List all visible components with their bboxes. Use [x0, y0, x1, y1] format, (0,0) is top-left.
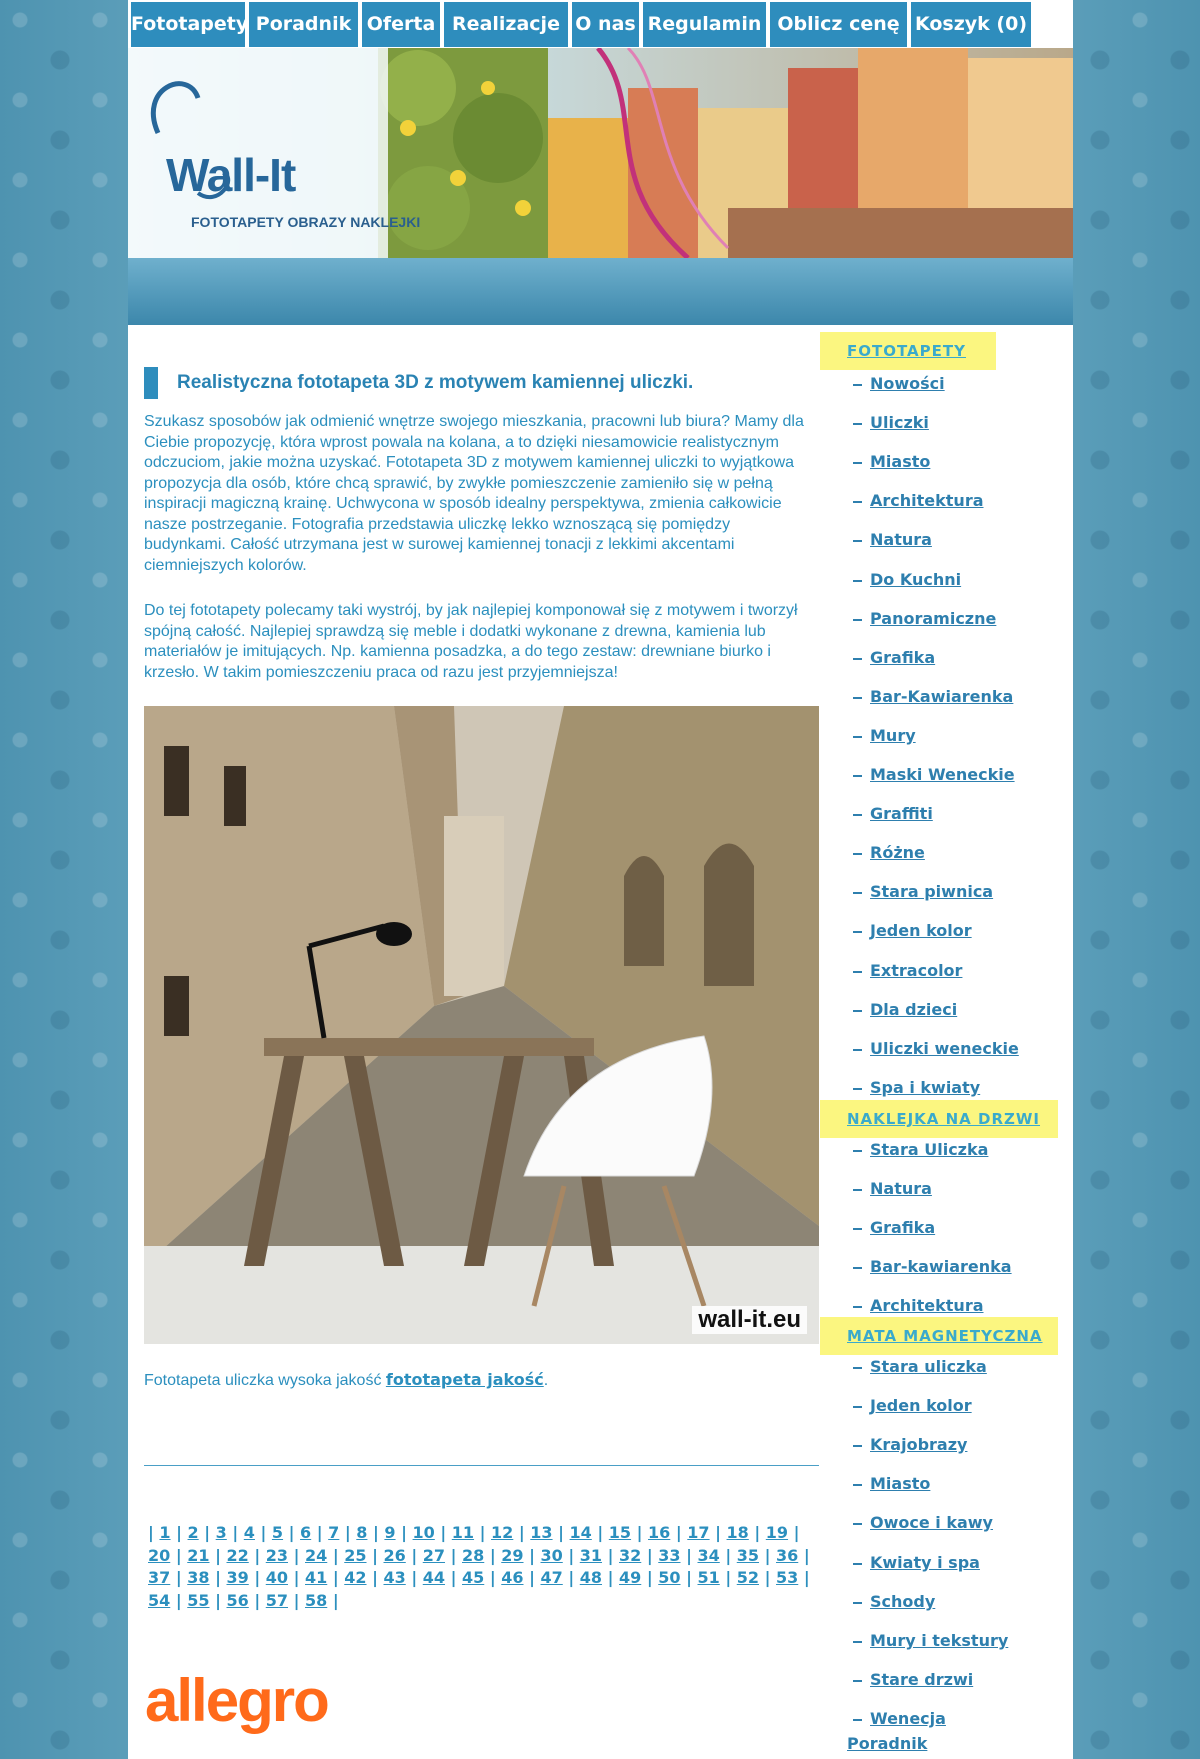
dash-bullet-icon	[853, 1228, 862, 1230]
banner-tagline	[128, 306, 1073, 325]
page-link[interactable]: 46	[501, 1568, 524, 1587]
dash-bullet-icon	[853, 814, 862, 816]
top-navigation	[128, 0, 1073, 48]
sidebar-item-label: Extracolor	[870, 961, 963, 980]
page-link[interactable]: 21	[187, 1545, 210, 1565]
dash-bullet-icon	[853, 1719, 862, 1721]
site-logo[interactable]: Wall-It	[166, 149, 296, 201]
sidebar-item-label: Schody	[870, 1592, 936, 1611]
dash-bullet-icon	[853, 462, 862, 464]
sidebar-item-label: Stara Uliczka	[870, 1140, 989, 1159]
tab-regulamin[interactable]: Regulamin	[643, 2, 766, 47]
sidebar-item-label: Stara piwnica	[870, 882, 994, 901]
sidebar-item[interactable]	[853, 1591, 935, 1613]
sidebar-item-label: Uliczki	[870, 413, 929, 432]
page-link[interactable]: 45	[462, 1568, 485, 1587]
page-link[interactable]: 40	[265, 1568, 289, 1587]
sidebar-section-fototapety[interactable]: FOTOTAPETY	[820, 332, 996, 370]
sidebar-item[interactable]	[853, 1512, 993, 1534]
dash-bullet-icon	[853, 580, 862, 582]
page-link[interactable]: 2	[187, 1523, 199, 1542]
sidebar-item[interactable]	[853, 1630, 1008, 1652]
dash-bullet-icon	[853, 1267, 862, 1269]
sidebar-item-label: Jeden kolor	[870, 921, 972, 940]
header-banner	[128, 48, 1073, 325]
sidebar-item[interactable]	[853, 842, 925, 864]
page-link[interactable]: 4	[243, 1523, 255, 1542]
page-link[interactable]: 51	[697, 1568, 720, 1587]
street-desk-photo	[144, 706, 819, 1344]
page-link[interactable]: 48	[579, 1568, 603, 1587]
dash-bullet-icon	[853, 1049, 862, 1051]
page-link[interactable]: 38	[187, 1568, 210, 1587]
tab-poradnik[interactable]: Poradnik	[249, 2, 358, 47]
page-container	[128, 0, 1073, 1759]
dash-bullet-icon	[853, 1406, 862, 1408]
page-link[interactable]: 30	[540, 1545, 563, 1565]
page-link[interactable]: 53	[776, 1568, 799, 1587]
page-link[interactable]: 49	[619, 1568, 642, 1587]
page-link[interactable]: 18	[726, 1523, 749, 1542]
page-link[interactable]: 47	[540, 1568, 563, 1587]
sidebar-item-label: Miasto	[870, 452, 931, 471]
tab-koszyk[interactable]: Koszyk (0)	[911, 2, 1031, 47]
page-link[interactable]: 19	[765, 1523, 789, 1542]
page-link[interactable]: 56	[226, 1590, 249, 1610]
sidebar-item-label: Kwiaty i spa	[870, 1553, 980, 1572]
page-link[interactable]: 34	[697, 1545, 720, 1565]
sidebar-item[interactable]	[853, 999, 957, 1021]
sidebar-item[interactable]	[853, 647, 935, 669]
dash-bullet-icon	[853, 1523, 862, 1525]
caption-text: Fototapeta uliczka wysoka jakość	[144, 1372, 386, 1389]
dash-bullet-icon	[853, 423, 862, 425]
sidebar-item[interactable]	[853, 1038, 1019, 1060]
dash-bullet-icon	[853, 1088, 862, 1090]
page-link[interactable]: 15	[608, 1523, 632, 1542]
tab-o-nas[interactable]: O nas	[572, 2, 639, 47]
page-link[interactable]: 1	[159, 1523, 171, 1542]
sidebar-item[interactable]	[853, 764, 1015, 786]
sidebar-item[interactable]	[853, 1139, 988, 1161]
sidebar-item-label: Krajobrazy	[870, 1435, 968, 1454]
page-link[interactable]: 6	[300, 1523, 312, 1542]
dash-bullet-icon	[853, 1563, 862, 1565]
page-link[interactable]: 43	[383, 1568, 406, 1587]
allegro-logo[interactable]: allegro	[145, 1667, 328, 1734]
page-link[interactable]: 42	[344, 1568, 367, 1587]
page-link[interactable]: 10	[412, 1523, 435, 1542]
sidebar-item[interactable]	[853, 920, 972, 942]
sidebar-item-label: Miasto	[870, 1474, 931, 1493]
sidebar-item[interactable]	[853, 1669, 973, 1691]
sidebar-item[interactable]	[853, 881, 993, 903]
page-link[interactable]: 58	[305, 1590, 328, 1610]
sidebar-item[interactable]	[853, 1473, 930, 1495]
article-paragraph-1: Szukasz sposobów jak odmienić wnętrze swojego mieszkania, pracowni lub biura? Mamy dla Ciebie propozycję, która wprost powala na kolana, a to dzięki niesamowicie realistycznym odczuciom, jakie można uzyskać. Fototapeta 3D z motywem kamiennej uliczki to wyjątkowa propozycja dla osób, które chcą sprawić, by zwykłe pomieszczenie zamieniło się w pełną inspiracji magiczną krainę. Uchwycona w sposób idealny perspektywa, zmienia całkowicie nasze postrzeganie. Fotografia przedstawia uliczkę lekko wznoszącą się pomiędzy budynkami. Całość utrzymana jest w surowej kamiennej tonacji z lekkimi akcentami ciemniejszych kolorów.	[144, 413, 804, 574]
page-link[interactable]: 5	[271, 1523, 284, 1542]
page-link[interactable]: 3	[215, 1523, 227, 1542]
sidebar-item[interactable]	[853, 1552, 980, 1574]
page-link[interactable]: 57	[265, 1590, 289, 1610]
sidebar-item[interactable]	[853, 725, 916, 747]
page-link[interactable]: 28	[462, 1545, 485, 1565]
sidebar-item[interactable]	[853, 1217, 935, 1239]
dash-bullet-icon	[853, 931, 862, 933]
image-caption	[144, 1370, 548, 1390]
dash-bullet-icon	[853, 697, 862, 699]
page-link[interactable]: 37	[148, 1568, 171, 1587]
sidebar-item-label: Nowości	[870, 374, 945, 393]
sidebar-item-label: Grafika	[870, 648, 936, 667]
page-link[interactable]: 39	[226, 1568, 249, 1587]
sidebar-item-label: Mury	[870, 726, 916, 745]
tab-oblicz-cene[interactable]: Oblicz cenę	[770, 2, 907, 47]
sidebar-section-mata[interactable]: MATA MAGNETYCZNA	[820, 1317, 1058, 1355]
page-link[interactable]: 41	[305, 1568, 328, 1587]
dash-bullet-icon	[853, 1484, 862, 1486]
sidebar-item-label: Architektura	[870, 491, 984, 510]
content-divider	[144, 1465, 819, 1466]
sidebar-item[interactable]	[853, 1395, 972, 1417]
sidebar-item[interactable]	[853, 373, 945, 395]
sidebar-poradnik-link[interactable]: Poradnik	[847, 1734, 928, 1753]
dash-bullet-icon	[853, 1445, 862, 1447]
page-link[interactable]: 16	[648, 1523, 671, 1542]
page-link[interactable]: 26	[383, 1545, 406, 1565]
sidebar-item[interactable]	[853, 1077, 980, 1099]
sidebar-item-label: Maski Weneckie	[870, 765, 1015, 784]
page-link[interactable]: 11	[451, 1523, 475, 1542]
page-link[interactable]: 55	[187, 1590, 210, 1610]
sidebar-item[interactable]	[853, 490, 984, 512]
sidebar-item-label: Owoce i kawy	[870, 1513, 993, 1532]
sidebar-item-label: Architektura	[870, 1296, 984, 1315]
sidebar-item[interactable]	[853, 960, 962, 982]
page-link[interactable]: 25	[344, 1545, 367, 1565]
page-link[interactable]: 22	[226, 1545, 249, 1565]
dash-bullet-icon	[853, 501, 862, 503]
sidebar-item-label: Bar-Kawiarenka	[870, 687, 1014, 706]
sidebar-item-label: Wenecja	[870, 1709, 946, 1728]
pagination: | 1 | 2 | 3 | 4 | 5 | 6 | 7 | 8 | 9 | 10 | 11 | 12 | 13 | 14 | 15 | 16 | 17 | 18 | 19 | 20 | 21 | 22 | 23 | 24 | 25 | 26 | 27 | 28 | 29 | 30 | 31 | 32 | 33 | 34 | 35 | 36 | 37 | 38 | 39 | 40 | 41 | 42 | 43 | 44 | 45 | 46 | 47 | 48 | 49 | 50 | 51 | 52 | 53 | 54 | 55 | 56 | 57 | 58 |	[148, 1523, 810, 1610]
dash-bullet-icon	[853, 1680, 862, 1682]
sidebar-section-naklejka[interactable]: NAKLEJKA NA DRZWI	[820, 1100, 1058, 1138]
sidebar-item-label: Graffiti	[870, 804, 933, 823]
dash-bullet-icon	[853, 971, 862, 973]
sidebar-item[interactable]	[853, 1434, 967, 1456]
page-link[interactable]: 14	[569, 1523, 592, 1542]
sidebar-item-label: Mury i tekstury	[870, 1631, 1009, 1650]
sidebar-item-label: Spa i kwiaty	[870, 1078, 981, 1097]
page-link[interactable]: 36	[776, 1545, 799, 1565]
page-link[interactable]: 29	[501, 1545, 524, 1565]
sidebar-item[interactable]	[853, 1295, 984, 1317]
page-link[interactable]: 24	[305, 1545, 328, 1565]
sidebar-item-label: Uliczki weneckie	[870, 1039, 1019, 1058]
sidebar-item-label: Natura	[870, 530, 932, 549]
sidebar-item-label: Grafika	[870, 1218, 936, 1237]
page-link[interactable]: 35	[736, 1545, 760, 1565]
page-link[interactable]: 13	[530, 1523, 553, 1542]
sidebar-item-label: Dla dzieci	[870, 1000, 958, 1019]
sidebar-item[interactable]	[853, 529, 932, 551]
page-link[interactable]: 44	[422, 1568, 446, 1587]
dash-bullet-icon	[853, 384, 862, 386]
dash-bullet-icon	[853, 540, 862, 542]
sidebar-item[interactable]	[853, 608, 996, 630]
sidebar-item[interactable]	[853, 686, 1013, 708]
page-link[interactable]: 32	[619, 1545, 642, 1565]
page-link[interactable]: 8	[356, 1523, 368, 1542]
sidebar-item[interactable]	[853, 412, 929, 434]
sidebar-item-label: Różne	[870, 843, 925, 862]
sidebar-item-label: Stara uliczka	[870, 1357, 987, 1376]
sidebar-item-label: Stare drzwi	[870, 1670, 974, 1689]
page-link[interactable]: 12	[491, 1523, 514, 1542]
page-link[interactable]: 7	[328, 1523, 340, 1542]
page-link[interactable]: 31	[579, 1545, 603, 1565]
sidebar-item[interactable]	[853, 1356, 987, 1378]
caption-end: .	[543, 1372, 549, 1389]
sidebar-item[interactable]	[853, 569, 961, 591]
page-link[interactable]: 17	[687, 1523, 710, 1542]
sidebar-item-label: Bar-kawiarenka	[870, 1257, 1012, 1276]
tab-oferta[interactable]: Oferta	[362, 2, 440, 47]
sidebar-item[interactable]	[853, 1178, 932, 1200]
dash-bullet-icon	[853, 853, 862, 855]
dash-bullet-icon	[853, 775, 862, 777]
sidebar-item[interactable]	[853, 1256, 1012, 1278]
page-link[interactable]: 27	[422, 1545, 446, 1565]
product-image[interactable]	[144, 706, 819, 1344]
page-link[interactable]: 33	[658, 1545, 681, 1565]
dash-bullet-icon	[853, 619, 862, 621]
dash-bullet-icon	[853, 1189, 862, 1191]
dash-bullet-icon	[853, 736, 862, 738]
article-paragraph-2: Do tej fototapety polecamy taki wystrój, by jak najlepiej komponował się z motywem i tworzył spójną całość. Najlepiej sprawdzą się meble i dodatki wykonane z drewna, kamienia lub materiałów je imitujących. Np. kamienna posadzka, a do tego zestaw: drewniane biurko i krzesło. W takim pomieszczeniu praca od razu jest przyjemniejsza!	[144, 602, 798, 681]
sidebar-item-label: Natura	[870, 1179, 932, 1198]
sidebar-item-label: Panoramiczne	[870, 609, 997, 628]
page-link[interactable]: 23	[265, 1545, 289, 1565]
sidebar-item[interactable]	[853, 1708, 946, 1730]
dash-bullet-icon	[853, 1010, 862, 1012]
page-link[interactable]: 20	[148, 1545, 171, 1565]
page-link[interactable]: 52	[736, 1568, 760, 1587]
dash-bullet-icon	[853, 1602, 862, 1604]
caption-link[interactable]: fototapeta jakość	[385, 1370, 544, 1389]
dash-bullet-icon	[853, 1641, 862, 1643]
page-link[interactable]: 9	[384, 1523, 396, 1542]
dash-bullet-icon	[853, 658, 862, 660]
dash-bullet-icon	[853, 1367, 862, 1369]
logo-subtitle: FOTOTAPETY OBRAZY NAKLEJKI	[191, 214, 421, 230]
page-link[interactable]: 54	[148, 1590, 171, 1610]
tab-realizacje[interactable]: Realizacje	[444, 2, 568, 47]
dash-bullet-icon	[853, 1150, 862, 1152]
page-link[interactable]: 50	[658, 1568, 681, 1587]
sidebar-item-label: Jeden kolor	[870, 1396, 972, 1415]
article-title: Realistyczna fototapeta 3D z motywem kamiennej uliczki.	[144, 367, 794, 399]
dash-bullet-icon	[853, 892, 862, 894]
image-watermark: wall-it.eu	[692, 1306, 807, 1334]
dash-bullet-icon	[853, 1306, 862, 1308]
sidebar-item[interactable]	[853, 451, 930, 473]
sidebar-item-label: Do Kuchni	[870, 570, 962, 589]
sidebar-item[interactable]	[853, 803, 933, 825]
tab-fototapety[interactable]: Fototapety	[131, 2, 245, 47]
